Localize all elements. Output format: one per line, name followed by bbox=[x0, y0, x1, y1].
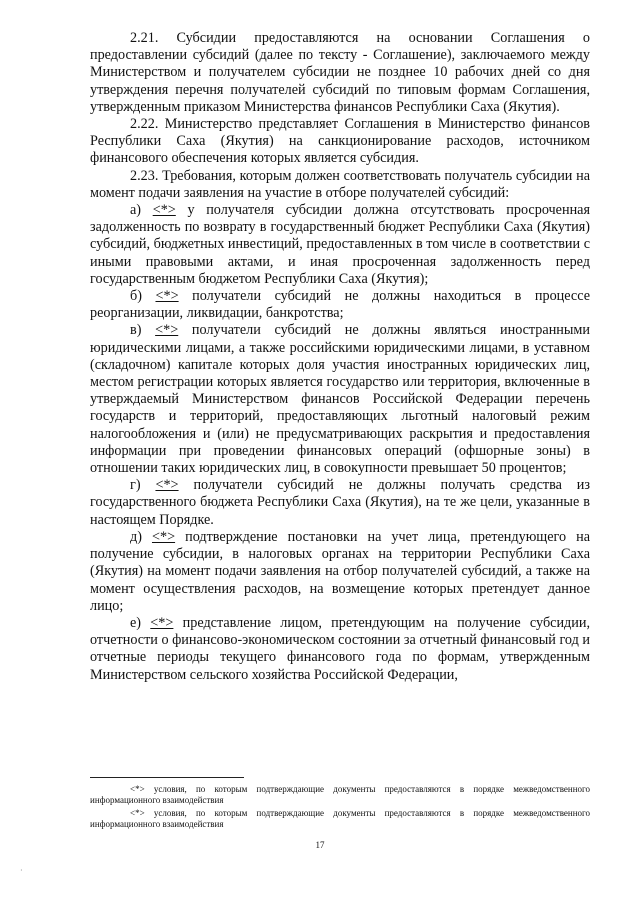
document-body bbox=[90, 30, 590, 684]
paragraph-2-23: 2.23. Требования, которым должен соответствовать получатель субсидии на момент подачи заявления на участие в отборе получателей субсидий: bbox=[90, 167, 590, 201]
paragraph-item-g: г) <*> получатели субсидий не должны получать средства из государственного бюджета Республики Саха (Якутия), на те же цели, указанные в настоящем Порядке. bbox=[90, 477, 590, 528]
footnote-ref: <*> bbox=[155, 477, 179, 494]
paragraph-2-21: 2.21. Субсидии предоставляются на основании Соглашения о предоставлении субсидий (далее по тексту - Соглашение), заключаемого между Министерством и получателем субсидии не позднее 10 рабочих дней со дня утверждения перечня получателей субсидий по типовым формам Соглашения, утвержденным приказом Министерства финансов Республики Саха (Якутия). bbox=[90, 30, 590, 115]
paragraph-item-e: е) <*> представление лицом, претендующим на получение субсидии, отчетности о финансово-экономическом состоянии за отчетный финансовый год и отчетные периоды текущего финансового года по формам, утвержденным Министерством сельского хозяйства Российской Федерации, bbox=[90, 614, 590, 683]
footnote: <*> условия, по которым подтверждающие документы предоставляются в порядке межведомственного информационного взаимодействия bbox=[90, 808, 590, 829]
scan-mark: · bbox=[20, 866, 23, 875]
paragraph-item-b: б) <*> получатели субсидий не должны находиться в процессе реорганизации, ликвидации, банкротства; bbox=[90, 288, 590, 322]
paragraph-item-a: а) <*> у получателя субсидии должна отсутствовать просроченная задолженность по возврату в государственный бюджет Республики Саха (Якутия) субсидий, бюджетных инвестиций, предоставленных в том числе в соответствии с иными правовыми актами, и иная просроченная задолженность перед государственным бюджетом Республики Саха (Якутия); bbox=[90, 202, 590, 287]
footnote-ref: <*> bbox=[155, 288, 179, 305]
paragraph-2-22: 2.22. Министерство представляет Соглашения в Министерство финансов Республики Саха (Якутия) на санкционирование расходов, источником финансового обеспечения которых является субсидия. bbox=[90, 116, 590, 167]
paragraph-item-d: д) <*> подтверждение постановки на учет лица, претендующего на получение субсидии, в налоговых органах на территории Республики Саха (Якутия) на момент подачи заявления на отбор получателей субсидий, а также на момент осуществления расходов, на возмещение которых претендует данное лицо; bbox=[90, 528, 590, 614]
paragraph-item-v: в) <*> получатели субсидий не должны являться иностранными юридическими лицами, а также российскими юридическими лицами, в уставном (складочном) капитале которых доля участия иностранных юридических лиц, местом регистрации которых является государство или территория, включенные в утверждаемый Министерством финансов Российской Федерации перечень государств и территорий, предоставляющих льготный налоговый режим налогообложения и (или) не предусматривающих раскрытия и предоставления информации при проведении финансовых операций (офшорные зоны) в отношении таких юридических лиц, в совокупности превышает 50 процентов; bbox=[90, 322, 590, 477]
footnote-ref: <*> bbox=[155, 322, 179, 339]
page-number: 17 bbox=[315, 840, 325, 850]
footnote-divider bbox=[90, 777, 244, 778]
footnote-ref: <*> bbox=[152, 202, 176, 219]
footnote: <*> условия, по которым подтверждающие документы предоставляются в порядке межведомственного информационного взаимодействия bbox=[90, 784, 590, 805]
footnotes bbox=[90, 784, 590, 832]
footnote-ref: <*> bbox=[151, 528, 176, 545]
footnote-ref: <*> bbox=[150, 614, 174, 631]
